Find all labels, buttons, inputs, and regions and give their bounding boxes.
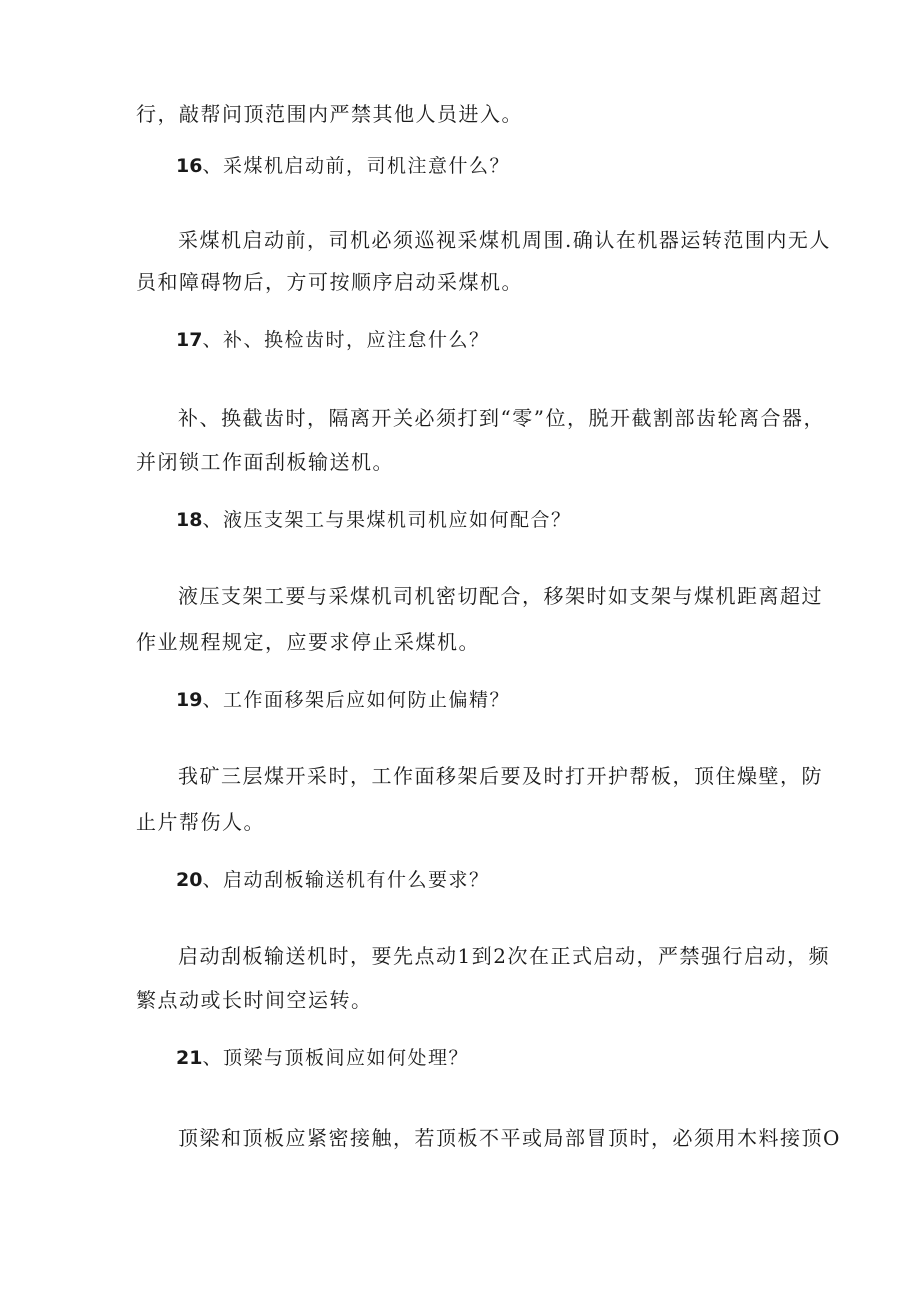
answer-text-line: 行，敲帮问顶范围内严禁其他人员进入。 bbox=[136, 102, 523, 126]
answer-text-line: 作业规程规定，应要求停止采煤机。 bbox=[136, 630, 480, 654]
question-number: 18 bbox=[176, 509, 203, 531]
question-heading-21 bbox=[176, 1044, 469, 1072]
question-text: 、启动刮板输送机有什么要求？ bbox=[202, 869, 490, 891]
question-number: 17 bbox=[176, 329, 203, 351]
answer-text-line: 启动刮板输送机时，要先点动1到2次在正式启动，严禁强行启动，频 bbox=[178, 944, 830, 968]
question-heading-17 bbox=[176, 326, 489, 354]
answer-text-line: 我矿三层煤开采时，工作面移架后要及时打开护帮板，顶住燥壁，防 bbox=[178, 764, 823, 788]
answer-text-line: 并闭锁工作面刮板输送机。 bbox=[136, 450, 394, 474]
answer-text-line: 顶梁和顶板应紧密接触，若顶板不平或局部冒顶时，必须用木料接顶O bbox=[178, 1126, 841, 1150]
question-number: 20 bbox=[176, 869, 203, 891]
answer-text-line: 液压支架工要与采煤机司机密切配合，移架时如支架与煤机距离超过 bbox=[178, 584, 823, 608]
question-heading-20 bbox=[176, 866, 489, 894]
question-text: 、顶梁与顶板间应如何处理？ bbox=[202, 1047, 469, 1069]
answer-text-line: 补、换截齿时，隔离开关必须打到“零”位，脱开截割部齿轮离合器， bbox=[178, 406, 825, 430]
question-heading-16 bbox=[176, 152, 510, 180]
question-text: 、液压支架工与果煤机司机应如何配合？ bbox=[202, 509, 572, 531]
answer-text-line: 采煤机启动前，司机必须巡视采煤机周围.确认在机器运转范围内无人 bbox=[178, 228, 831, 252]
question-number: 19 bbox=[176, 689, 203, 711]
question-text: 、采煤机启动前，司机注意什么？ bbox=[202, 155, 510, 177]
answer-text-line: 繁点动或长时间空运转。 bbox=[136, 988, 373, 1012]
question-text: 、补、换检齿时，应注怠什么？ bbox=[202, 329, 490, 351]
question-number: 21 bbox=[176, 1047, 203, 1069]
answer-text-line: 员和障碍物后，方可按顺序启动采煤机。 bbox=[136, 270, 523, 294]
question-text: 、工作面移架后应如何防止偏精？ bbox=[202, 689, 510, 711]
question-number: 16 bbox=[176, 155, 203, 177]
question-heading-18 bbox=[176, 506, 571, 534]
question-heading-19 bbox=[176, 686, 510, 714]
answer-text-line: 止片帮伤人。 bbox=[136, 810, 265, 834]
